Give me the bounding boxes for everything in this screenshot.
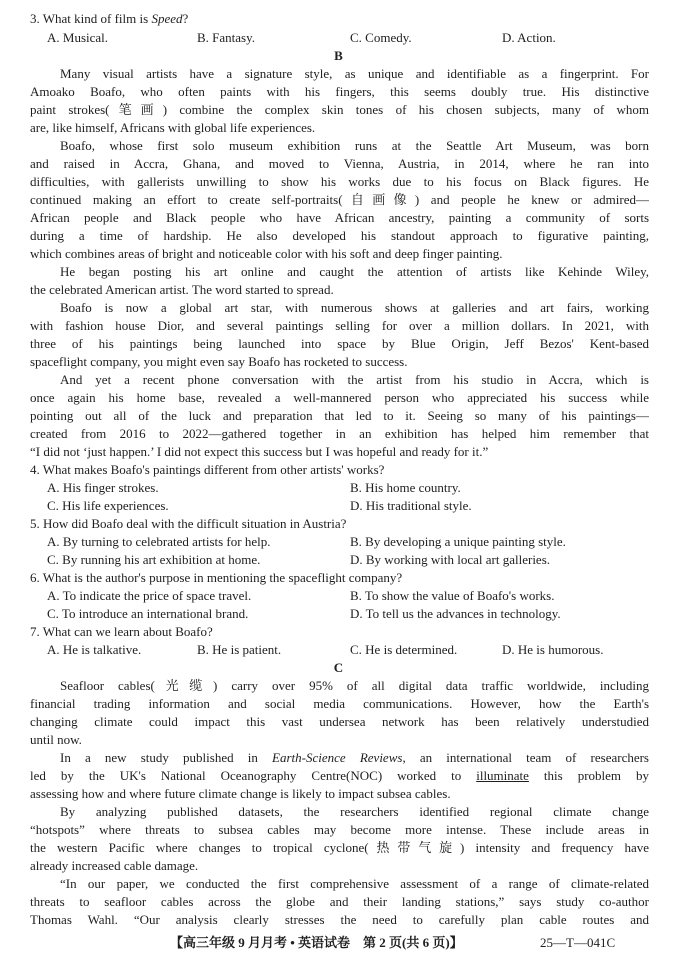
q4-option-d: D. His traditional style. bbox=[350, 498, 472, 513]
q6-option-d: D. To tell us the advances in technology. bbox=[350, 606, 561, 621]
passage-c-line: “hotspots” where threats to subsea cables may become more intense. These include areas in bbox=[30, 822, 649, 837]
passage-c-line: until now. bbox=[30, 732, 82, 747]
q3-option-a: A. Musical. bbox=[47, 30, 109, 45]
q7-option-a: A. He is talkative. bbox=[47, 642, 142, 657]
q3-option-b: B. Fantasy. bbox=[197, 30, 256, 45]
passage-b-line: continued making an effort to create self-portraits(自画像) and people he knew or admired— bbox=[30, 192, 649, 207]
q3-option-c: C. Comedy. bbox=[350, 30, 412, 45]
passage-b-line: Boafo, whose first solo museum exhibition runs at the Seattle Art Museum, was born bbox=[60, 138, 649, 153]
passage-b-line: paint strokes(笔画) combine the complex skin tones of his chosen subjects, many of whom bbox=[30, 102, 649, 117]
passage-b-line: He began posting his art online and caught the attention of artists like Kehinde Wiley, bbox=[60, 264, 649, 279]
passage-b-line: Many visual artists have a signature style, as unique and identifiable as a fingerprint. For bbox=[60, 66, 649, 81]
q3-stem: 3. What kind of film is Speed? bbox=[30, 11, 189, 26]
passage-c-line: In a new study published in Earth-Science Reviews, an international team of researchers bbox=[60, 750, 649, 765]
passage-b-line: Amoako Boafo, who often paints with his fingers, this seems doubly true. His distinctive bbox=[30, 84, 649, 99]
passage-b-line: difficulties, with gallerists unwilling to show his works due to his focus on Black figures. He bbox=[30, 174, 649, 189]
passage-b-line: are, like himself, Africans with global life experiences. bbox=[30, 120, 316, 135]
passage-b-line: pointing out all of the luck and preparation that led to it. Seeing so many of his paintings— bbox=[30, 408, 649, 423]
q7-option-b: B. He is patient. bbox=[197, 642, 282, 657]
section-c-heading: C bbox=[333, 660, 344, 675]
page-footer: 【高三年级 9 月月考 • 英语试卷 第 2 页(共 6 页)】 bbox=[170, 935, 463, 950]
passage-c-line: Seafloor cables(光缆) carry over 95% of all digital data traffic worldwide, including bbox=[60, 678, 649, 693]
q6-option-a: A. To indicate the price of space travel. bbox=[47, 588, 252, 603]
q5-option-b: B. By developing a unique painting style. bbox=[350, 534, 566, 549]
passage-b-line: which combines areas of bright and noticeable color with his soft and deep finger painting. bbox=[30, 246, 503, 261]
passage-c-line: assessing how and where future climate change is likely to impact subsea cables. bbox=[30, 786, 451, 801]
q6-option-c: C. To introduce an international brand. bbox=[47, 606, 249, 621]
passage-b-line: spaceflight company, you might even say Boafo has rocketed to success. bbox=[30, 354, 408, 369]
q3-option-d: D. Action. bbox=[502, 30, 556, 45]
passage-c-line: financial trading information and social media communications. However, how the Earth's bbox=[30, 696, 649, 711]
passage-b-line: during a time of hardship. He also developed his standout approach to figurative painting, bbox=[30, 228, 649, 243]
passage-b-line: and raised in Accra, Ghana, and moved to Vienna, Austria, in 2014, where he ran into bbox=[30, 156, 649, 171]
passage-c-line: led by the UK's National Oceanography Centre(NOC) worked to illuminate this problem by bbox=[30, 768, 649, 783]
passage-c-line: already increased cable damage. bbox=[30, 858, 199, 873]
q5-option-c: C. By running his art exhibition at home. bbox=[47, 552, 261, 567]
passage-c-line: the western Pacific where changes to tropical cyclone(热带气旋) intensity and frequency have bbox=[30, 840, 649, 855]
passage-b-line: three of his paintings being launched into space by Blue Origin, Jeff Bezos' Kent-based bbox=[30, 336, 649, 351]
section-b-heading: B bbox=[334, 48, 343, 63]
passage-b-line: And yet a recent phone conversation with the artist from his studio in Accra, which is bbox=[60, 372, 649, 387]
passage-c-line: threats to seafloor cables across the globe and their landing stations,” says study co-author bbox=[30, 894, 649, 909]
q4-option-a: A. His finger strokes. bbox=[47, 480, 159, 495]
q7-option-d: D. He is humorous. bbox=[502, 642, 604, 657]
q6-option-b: B. To show the value of Boafo's works. bbox=[350, 588, 555, 603]
passage-b-line: with fashion house Dior, and several paintings selling for over a million dollars. In 2021, with bbox=[30, 318, 649, 333]
passage-c-line: By analyzing published datasets, the researchers identified regional climate change bbox=[60, 804, 649, 819]
q4-option-c: C. His life experiences. bbox=[47, 498, 169, 513]
q5-stem: 5. How did Boafo deal with the difficult situation in Austria? bbox=[30, 516, 347, 531]
q5-option-a: A. By turning to celebrated artists for help. bbox=[47, 534, 271, 549]
q7-option-c: C. He is determined. bbox=[350, 642, 458, 657]
passage-b-line: created from 2016 to 2022—gathered together in an exhibition has helped him remember that bbox=[30, 426, 649, 441]
passage-b-line: Boafo is now a global art star, with numerous shows at galleries and art fairs, working bbox=[60, 300, 649, 315]
q7-stem: 7. What can we learn about Boafo? bbox=[30, 624, 213, 639]
q6-stem: 6. What is the author's purpose in mentioning the spaceflight company? bbox=[30, 570, 403, 585]
passage-c-line: changing climate could impact this vast undersea network has been relatively understudied bbox=[30, 714, 649, 729]
passage-b-line: African people and Black people who have African ancestry, painting a community of sorts bbox=[30, 210, 649, 225]
passage-b-line: the celebrated American artist. The word started to spread. bbox=[30, 282, 334, 297]
passage-b-line: once again his home base, revealed a well-mannered person who appreciated his success while bbox=[30, 390, 649, 405]
exam-code: 25—T—041C bbox=[540, 935, 616, 950]
passage-c-line: Thomas Wahl. “Our analysis clearly stresses the need to carefully plan cable routes and bbox=[30, 912, 649, 927]
q5-option-d: D. By working with local art galleries. bbox=[350, 552, 551, 567]
q4-option-b: B. His home country. bbox=[350, 480, 461, 495]
passage-c-line: “In our paper, we conducted the first comprehensive assessment of a range of climate-related bbox=[60, 876, 649, 891]
passage-b-line: “I did not ‘just happen.’ I did not expect this success but I was hopeful and ready for it.” bbox=[30, 444, 489, 459]
q4-stem: 4. What makes Boafo's paintings different from other artists' works? bbox=[30, 462, 385, 477]
